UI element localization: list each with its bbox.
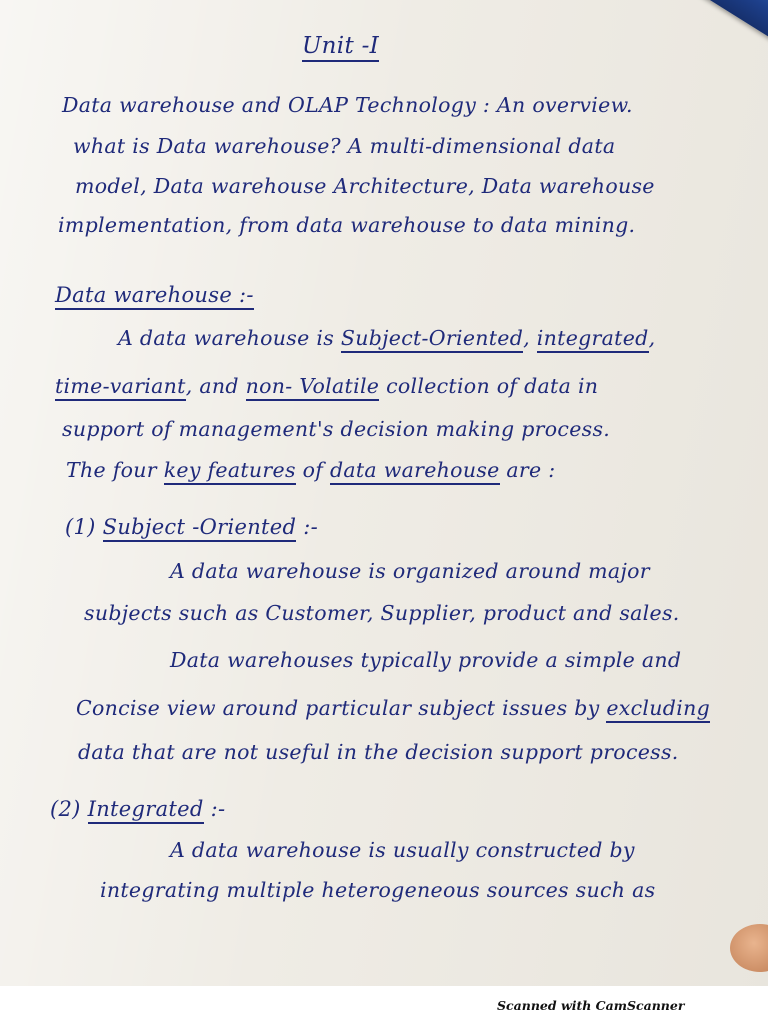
section-1-line-4: Concise view around particular subject issues by excluding xyxy=(76,696,710,720)
thumb-image xyxy=(730,924,768,972)
unit-title: Unit -I xyxy=(302,33,379,62)
overview-line-1: Data warehouse and OLAP Technology : An overview. xyxy=(62,93,633,117)
section-1-heading: (1) Subject -Oriented :- xyxy=(65,515,318,539)
section-1-line-1: A data warehouse is organized around major xyxy=(170,559,650,583)
overview-line-2: what is Data warehouse? A multi-dimensional data xyxy=(73,134,616,158)
section-2-line-1: A data warehouse is usually constructed by xyxy=(170,838,635,862)
pen-image xyxy=(653,0,768,44)
section-2-line-2: integrating multiple heterogeneous sources such as xyxy=(100,878,656,902)
definition-line-3: support of management's decision making process. xyxy=(62,417,611,441)
definition-line-1: A data warehouse is Subject-Oriented, integrated, xyxy=(118,326,655,350)
overview-line-3: model, Data warehouse Architecture, Data warehouse xyxy=(75,174,655,198)
camscanner-label: Scanned with CamScanner xyxy=(497,998,685,1013)
section-1-line-2: subjects such as Customer, Supplier, product and sales. xyxy=(84,601,680,625)
section-1-line-5: data that are not useful in the decision support process. xyxy=(78,740,679,764)
scan-footer xyxy=(0,986,768,1024)
definition-line-2: time-variant, and non- Volatile collection of data in xyxy=(55,374,598,398)
definition-line-4: The four key features of data warehouse are : xyxy=(66,458,555,482)
data-warehouse-heading: Data warehouse :- xyxy=(55,283,254,310)
section-1-line-3: Data warehouses typically provide a simple and xyxy=(170,648,682,672)
overview-line-4: implementation, from data warehouse to data mining. xyxy=(58,213,636,237)
section-2-heading: (2) Integrated :- xyxy=(50,797,225,821)
